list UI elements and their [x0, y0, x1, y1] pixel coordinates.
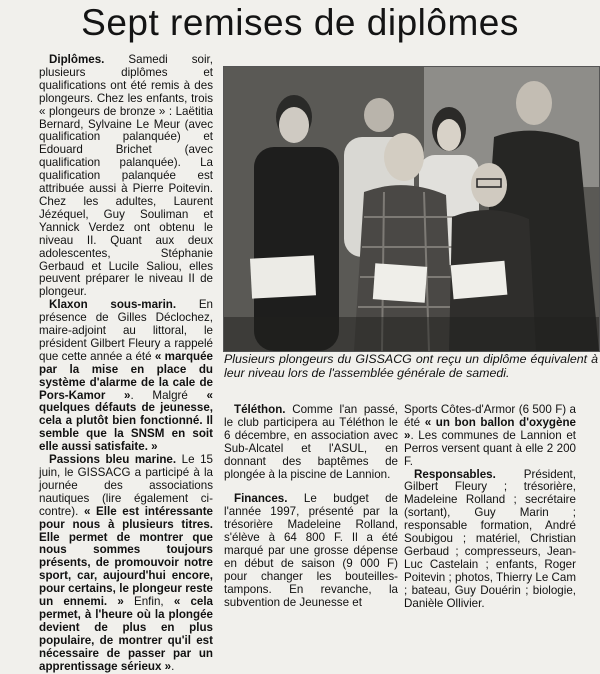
quote: « quelques défauts de jeunesse, cela a plutôt bien fonctionné. Il semble que la SNSM en soit elle aussi satisfaite. » — [39, 388, 213, 454]
article-column-1 — [39, 53, 214, 673]
headline: Sept remises de diplômes — [81, 2, 519, 43]
section-lead-passions: Passions bleu marine. — [49, 453, 177, 467]
paragraph-text: . Les communes de Lannion et Perros versent quant à elle 2 200 F. — [404, 428, 576, 468]
paragraph-text: En présence de Gilles Déclochez, maire-adjoint au littoral, le président Gilbert Fleury a rappelé que cette année a été — [39, 298, 213, 363]
paragraph-finances — [224, 493, 398, 609]
paragraph-telethon — [224, 404, 398, 481]
photo-caption: Plusieurs plongeurs du GISSACG ont reçu un diplôme équivalent à leur niveau lors de l'assemblée générale de samedi. — [224, 352, 598, 380]
paragraph-text: . — [171, 659, 175, 673]
article-column-3 — [404, 403, 576, 610]
paragraph-diplomes — [39, 54, 213, 299]
article-photo — [223, 66, 600, 352]
section-lead-telethon: Téléthon. — [234, 403, 286, 416]
paragraph-responsables — [404, 469, 576, 611]
quote: « marquée par la mise en place du système d'alarme de la cale de Pors-Kamor » — [39, 349, 214, 402]
paragraph-klaxon — [39, 299, 213, 454]
section-lead-finances: Finances. — [234, 492, 288, 506]
paragraph-text: Sports Côtes-d'Armor (6 500 F) a été — [404, 403, 576, 429]
paragraph-text: Comme l'an passé, le club participera au Téléthon le 6 décembre, en association avec Sub-Alcatel et l'ASUL, en donnant des baptêmes de plongée à la piscine de Lannion. — [224, 403, 398, 481]
paragraph-text: Samedi soir, plusieurs diplômes et qualifications ont été remis à des plongeurs. Chez les enfants, trois « plongeurs de bronze » : Laëtitia Bernard, Sylvaine Le Meur (avec qualification palanquée) et Edouard Brichet (avec qualification palanquée). La qualification palanquée est attribuée aussi à Pierre Poitevin. Chez les adultes, Laurent Jézéquel, Guy Souliman et Yannick Verdez ont obtenu le niveau II. Quant aux deux adolescentes, Stéphanie Gerbaud et Lucile Saliou, elles peuvent préparer le niveau II de plongeur. — [39, 53, 213, 299]
article-column-2 — [224, 403, 398, 609]
paragraph-passions — [39, 454, 213, 673]
quote: « cela permet, à l'heure où la plongée devient de plus en plus populaire, de montrer qu'il est nécessaire de passer par un apprentissage sérieux » — [39, 595, 214, 673]
paragraph-text: Enfin, — [123, 595, 174, 609]
paragraph-text: Le budget de l'année 1997, présenté par la trésorière Madeleine Rolland, s'élève à 64 800 F. Il a été marqué par une grosse dépense en début de saison (9 000 F) pour changer les bouteilles-tampons. En revanche, la subvention de Jeunesse et — [224, 492, 398, 609]
paragraph-text: . Malgré — [130, 388, 207, 402]
quote: « un bon ballon d'oxygène » — [404, 415, 576, 442]
quote: « Elle est intéressante pour nous à plusieurs titres. Elle permet de montrer que nous sommes toujours présents, de promouvoir notre sport, car, aujourd'hui encore, pour certains, le plongeur reste un ennemi. » — [39, 504, 214, 609]
section-lead-diplomes: Diplômes. — [49, 53, 105, 66]
paragraph-text: Le 15 juin, le GISSACG a participé à la journée des associations nautiques (lire également ci-contre). — [39, 453, 213, 518]
section-lead-klaxon: Klaxon sous-marin. — [49, 298, 177, 312]
divers-group-image — [224, 67, 599, 351]
section-lead-responsables: Responsables. — [414, 467, 496, 481]
paragraph-text: Président, Gilbert Fleury ; trésorière, Madeleine Rolland ; secrétaire (sortant), Guy Marin ; responsable formation, André Soubigou ; matériel, Christian Gerbaud ; compresseurs, Jean-Luc Castelain ; enfants, Roger Poitevin ; photos, Thierry Le Cam ; bateau, Guy Douérin ; biologie, Danièle Ollivier. — [404, 467, 576, 610]
paragraph-continued — [404, 404, 576, 469]
